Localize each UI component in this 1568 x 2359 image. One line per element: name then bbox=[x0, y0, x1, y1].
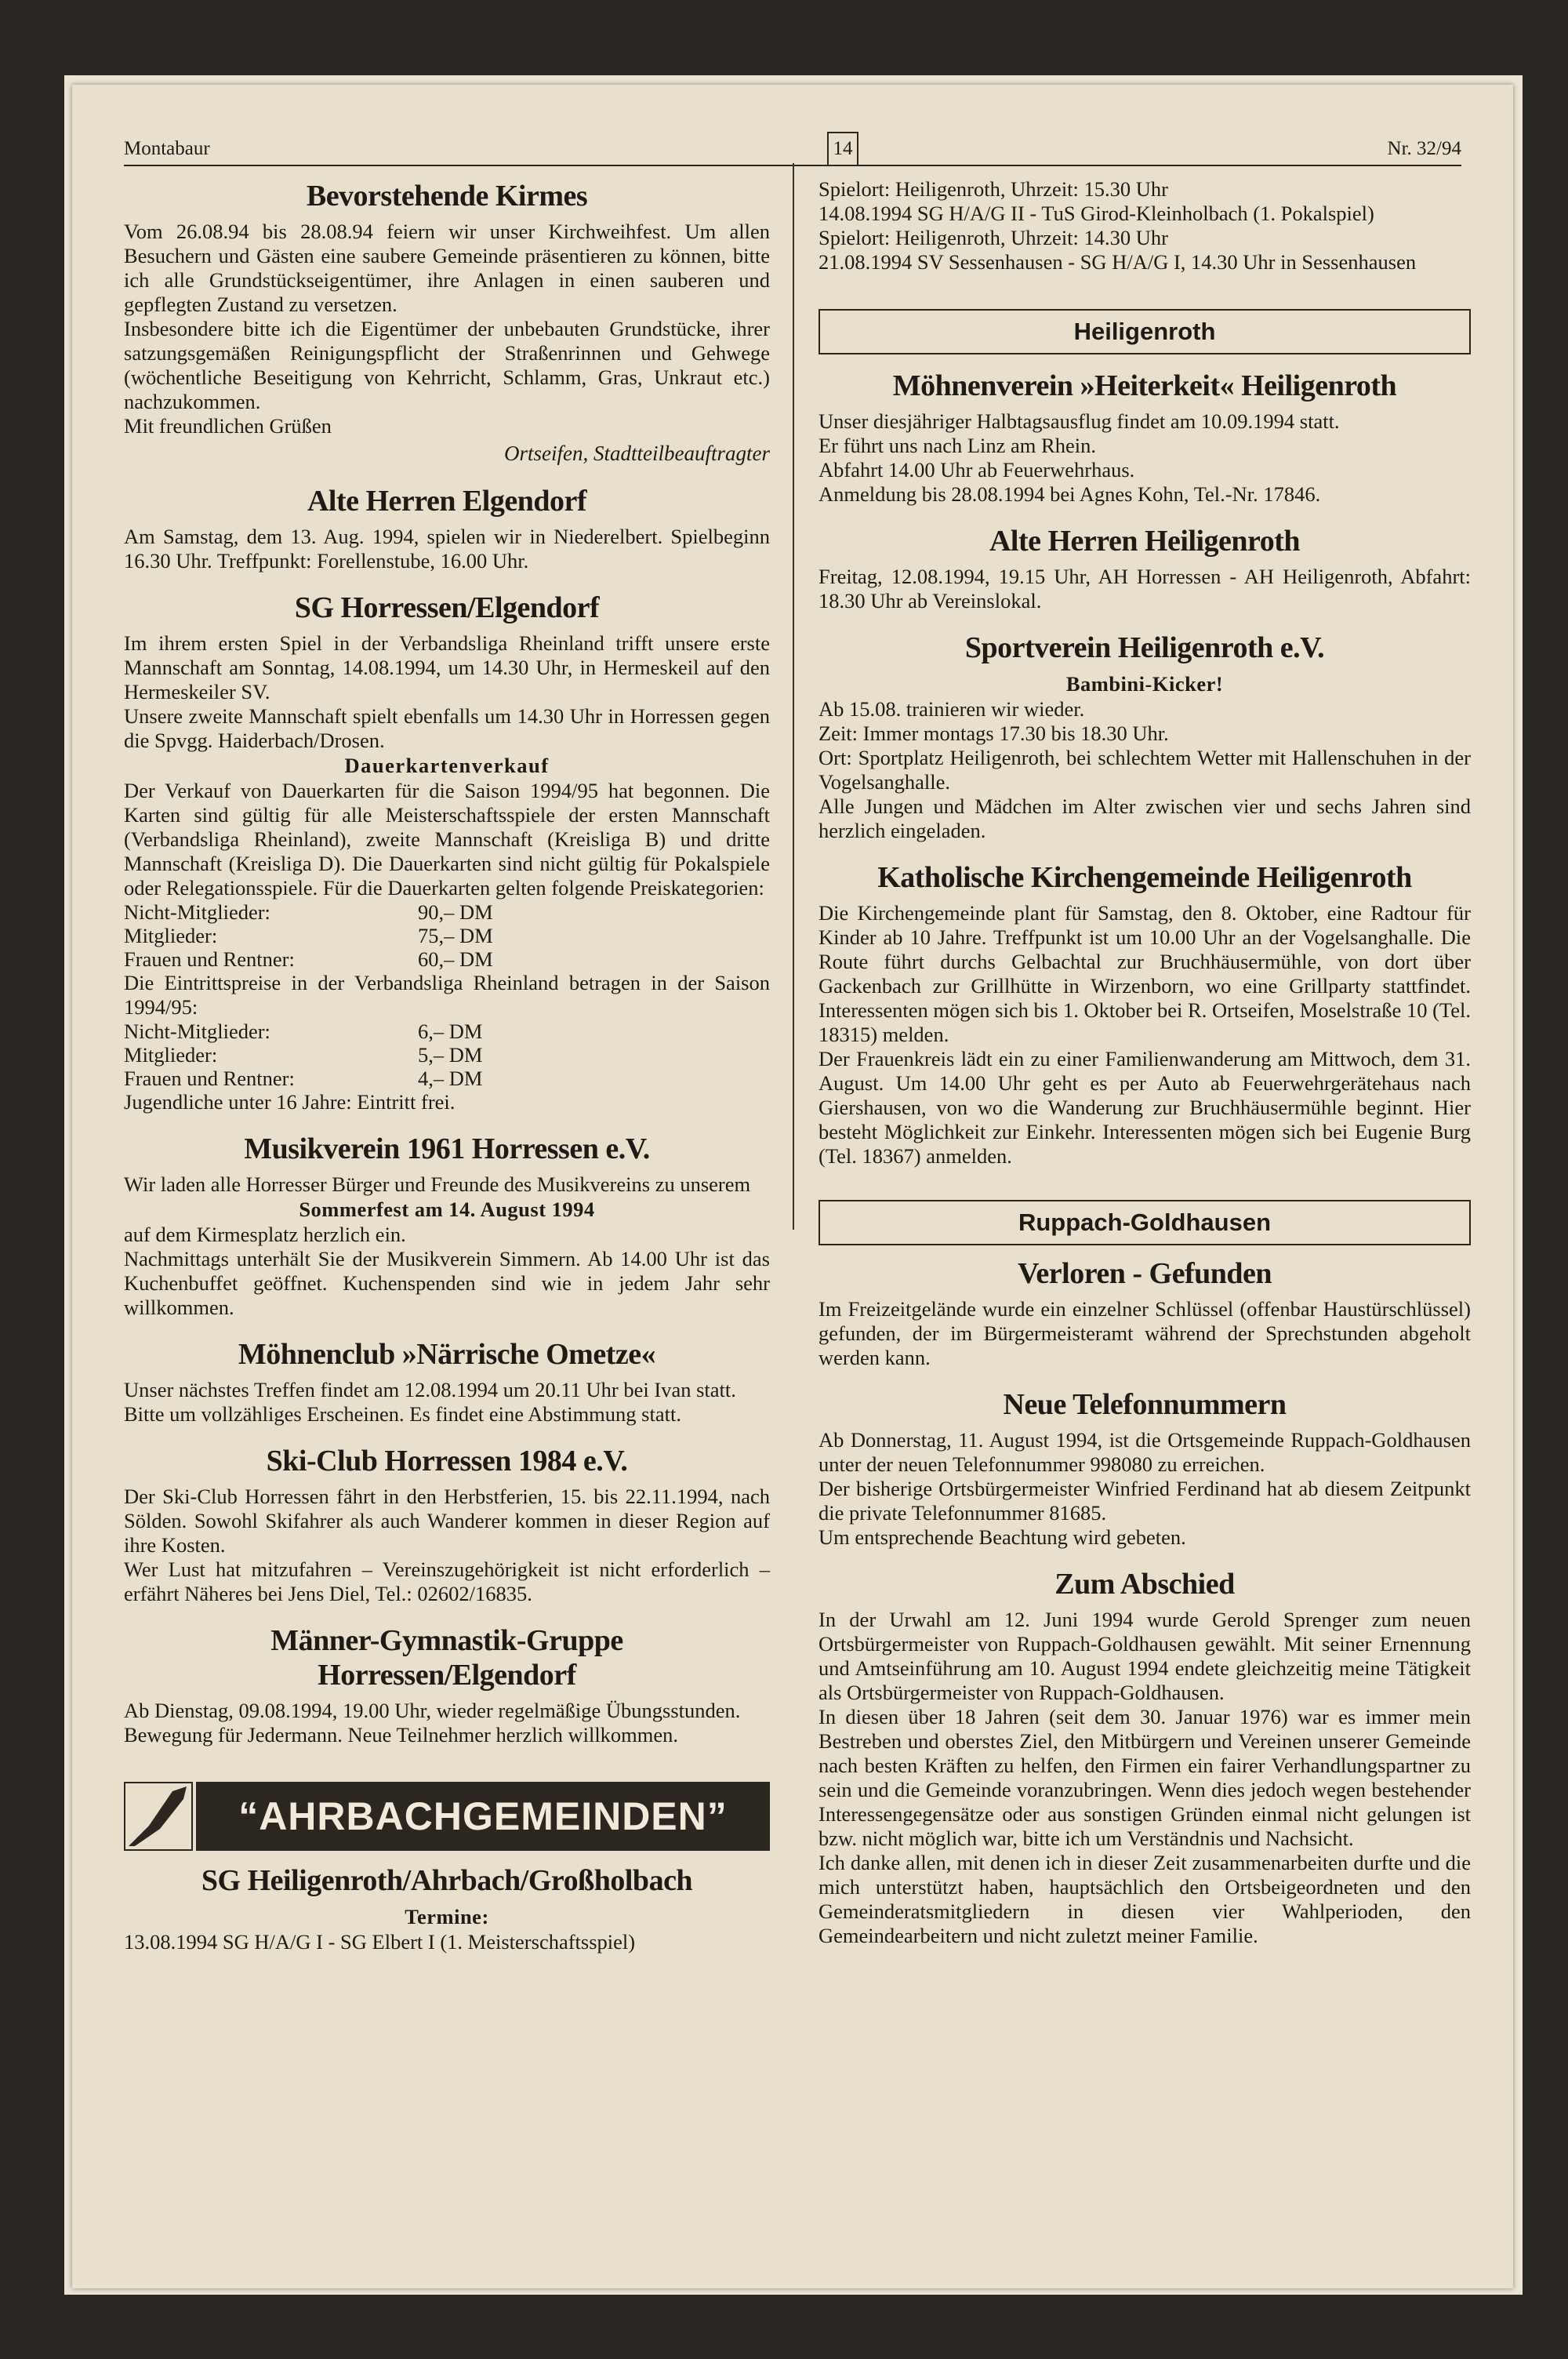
skiclub-text-1: Der Ski-Club Horressen fährt in den Herbstferien, 15. bis 22.11.1994, nach Sölden. Sowohl Skifahrer als auch Wanderer kommen in dieser Region auf ihre Kosten. bbox=[124, 1485, 770, 1557]
section-box-heiligenroth: Heiligenroth bbox=[818, 309, 1471, 354]
sg-title: SG Horressen/Elgendorf bbox=[294, 591, 600, 624]
verloren-title: Verloren - Gefunden bbox=[1017, 1257, 1272, 1290]
skiclub-text-2: Wer Lust hat mitzufahren – Vereinszugehörigkeit ist nicht erforderlich – erfährt Näheres bei Jens Diel, Tel.: 02602/16835. bbox=[124, 1558, 770, 1605]
abschied-title: Zum Abschied bbox=[1054, 1568, 1235, 1601]
left-column bbox=[124, 179, 770, 1954]
header-place: Montabaur bbox=[124, 138, 210, 159]
moehnenclub-text-1: Unser nächstes Treffen findet am 12.08.1994 um 20.11 Uhr bei Ivan statt. bbox=[124, 1378, 736, 1401]
moehnenverein-text-3: Abfahrt 14.00 Uhr ab Feuerwehrhaus. bbox=[818, 458, 1135, 482]
kath-text-1: Die Kirchengemeinde plant für Samstag, den 8. Oktober, eine Radtour für Kinder ab 10 Jahre. Treffpunkt ist um 10.00 Uhr an der Vogelsanghalle. Die Route führt durchs Gelbachtal zur Bruchhäusermühle, von dort über Gackenbach zur Grillhütte in Wirzenborn, wo eine Grillparty stattfindet. Interessenten mögen sich bis 1. Oktober bei R. Ortseifen, Moselstraße 10 (Tel. 18315) melden. bbox=[818, 901, 1471, 1046]
sgh-text-1: 13.08.1994 SG H/A/G I - SG Elbert I (1. Meisterschaftsspiel) bbox=[124, 1930, 636, 1954]
ahrbach-banner bbox=[124, 1782, 770, 1851]
musik-text-1: Wir laden alle Horresser Bürger und Freunde des Musikvereins zu unserem bbox=[124, 1172, 751, 1196]
gym-text-2: Bewegung für Jedermann. Neue Teilnehmer herzlich willkommen. bbox=[124, 1723, 679, 1747]
abschied-text-3: Ich danke allen, mit denen ich in dieser Zeit zusammenarbeiten durfte und die mich unterstützt haben, hauptsächlich den Ortsbeigeordneten und den Gemeinderatsmitgliedern in diesen vier Wahlperioden, den Gemeindearbeitern und nicht zuletzt meiner Familie. bbox=[818, 1851, 1471, 1947]
price-row: Mitglieder: 75,– DM bbox=[124, 924, 493, 947]
price-row: Nicht-Mitglieder: 6,– DM bbox=[124, 1020, 483, 1043]
kath-title: Katholische Kirchengemeinde Heiligenroth bbox=[877, 861, 1412, 894]
moehnenverein-text-1: Unser diesjähriger Halbtagsausflug findet am 10.09.1994 statt. bbox=[818, 409, 1340, 433]
price-row: Mitglieder: 5,– DM bbox=[124, 1043, 483, 1067]
sv-text-4: Alle Jungen und Mädchen im Alter zwischen vier und sechs Jahren sind herzlich eingeladen. bbox=[818, 794, 1471, 842]
sv-text-3: Ort: Sportplatz Heiligenroth, bei schlechtem Wetter mit Hallenschuhen in der Vogelsanghalle. bbox=[818, 746, 1471, 794]
price-row: Frauen und Rentner: 4,– DM bbox=[124, 1067, 483, 1090]
telefon-text-3: Um entsprechende Beachtung wird gebeten. bbox=[818, 1525, 1186, 1549]
sg-text-3: Der Verkauf von Dauerkarten für die Saison 1994/95 hat begonnen. Die Karten sind gültig für alle Meisterschaftsspiele der ersten Mannschaft (Verbandsliga Rheinland), zweite Mannschaft (Kreisliga B) und dritte Mannschaft (Kreisliga D). Die Dauerkarten sind nicht gültig für Pokalspiele oder Relegationsspiele. Für die Dauerkarten gelten folgende Preiskategorien: bbox=[124, 779, 770, 900]
musik-title: Musikverein 1961 Horressen e.V. bbox=[244, 1132, 650, 1165]
sgh-subheading: Termine: bbox=[405, 1905, 489, 1928]
sgh-cont-text-3: Spielort: Heiligenroth, Uhrzeit: 14.30 Uhr bbox=[818, 226, 1168, 249]
musik-text-2: auf dem Kirmesplatz herzlich ein. bbox=[124, 1223, 406, 1246]
moehnenclub-title: Möhnenclub »Närrische Ometze« bbox=[238, 1338, 656, 1371]
abschied-text-2: In diesen über 18 Jahren (seit dem 30. Januar 1976) war es immer mein Bestreben und oberstes Ziel, den Mitbürgern und Vereinen unserer Gemeinde nach besten Kräften zu helfen, den Firmen ein fairer Verhandlungspartner zu sein und die Gemeinde voranzubringen. Wenn dies jedoch wegen bestehender Interessengegensätze oder aus sonstigen Gründen einmal nicht gelungen ist bzw. nicht möglich war, bitte ich um Verständnis und Nachsicht. bbox=[818, 1705, 1471, 1850]
kirmes-text-3: Mit freundlichen Grüßen bbox=[124, 414, 332, 438]
right-column bbox=[818, 154, 1471, 1948]
column-divider bbox=[793, 163, 794, 1230]
alteherren-title: Alte Herren Elgendorf bbox=[307, 485, 587, 518]
sg-text-2: Unsere zweite Mannschaft spielt ebenfalls um 14.30 Uhr in Horressen gegen die Spvgg. Haiderbach/Drosen. bbox=[124, 704, 770, 752]
price-row: Nicht-Mitglieder: 90,– DM bbox=[124, 900, 493, 924]
telefon-title: Neue Telefonnummern bbox=[1003, 1388, 1287, 1421]
section-box-ruppach: Ruppach-Goldhausen bbox=[818, 1200, 1471, 1245]
ahrbach-banner-title: “AHRBACHGEMEINDEN” bbox=[196, 1782, 770, 1851]
newspaper-page bbox=[72, 85, 1513, 2288]
telefon-text-1: Ab Donnerstag, 11. August 1994, ist die Ortsgemeinde Ruppach-Goldhausen unter der neuen Telefonnummer 998080 zu erreichen. bbox=[818, 1428, 1471, 1476]
sgh-cont-text-2: 14.08.1994 SG H/A/G II - TuS Girod-Kleinholbach (1. Pokalspiel) bbox=[818, 202, 1374, 225]
moehnenverein-text-4: Anmeldung bis 28.08.1994 bei Agnes Kohn, Tel.-Nr. 17846. bbox=[818, 482, 1321, 506]
page-number: 14 bbox=[827, 132, 858, 166]
kirmes-signature: Ortseifen, Stadtteilbeauftragter bbox=[504, 442, 770, 465]
header-issue: Nr. 32/94 bbox=[1387, 138, 1461, 159]
moehnenverein-title: Möhnenverein »Heiterkeit« Heiligenroth bbox=[892, 369, 1397, 402]
musik-subheading: Sommerfest am 14. August 1994 bbox=[299, 1198, 595, 1221]
ah-heiligenroth-text: Freitag, 12.08.1994, 19.15 Uhr, AH Horressen - AH Heiligenroth, Abfahrt: 18.30 Uhr ab Vereinslokal. bbox=[818, 565, 1471, 612]
kirmes-text-2: Insbesondere bitte ich die Eigentümer der unbebauten Grundstücke, ihrer satzungsgemäßen Reinigungspflicht der Straßenrinnen und Gehwege (wöchentliche Beseitigung von Kehrricht, Schlamm, Gras, Unkraut etc.) nachzukommen. bbox=[124, 317, 770, 413]
sg-subheading: Dauerkartenverkauf bbox=[344, 754, 550, 777]
musik-text-3: Nachmittags unterhält Sie der Musikverein Simmern. Ab 14.00 Uhr ist das Kuchenbuffet geöffnet. Kuchenspenden sind wie in jedem Jahr sehr willkommen. bbox=[124, 1247, 770, 1319]
sgh-cont-text-1: Spielort: Heiligenroth, Uhrzeit: 15.30 Uhr bbox=[818, 177, 1168, 201]
sv-text-1: Ab 15.08. trainieren wir wieder. bbox=[818, 697, 1085, 721]
sg-text-4: Die Eintrittspreise in der Verbandsliga Rheinland betragen in der Saison 1994/95: bbox=[124, 971, 770, 1019]
quill-logo-icon bbox=[124, 1782, 193, 1851]
ah-heiligenroth-title: Alte Herren Heiligenroth bbox=[989, 525, 1301, 558]
sv-title: Sportverein Heiligenroth e.V. bbox=[964, 631, 1325, 664]
kath-text-2: Der Frauenkreis lädt ein zu einer Familienwanderung am Mittwoch, dem 31. August. Um 14.00 Uhr geht es per Auto ab Feuerwehrgerätehaus nach Giershausen, von wo die Wanderung zur Bruchhäusermühle beginnt. Hier besteht Möglichkeit zur Einkehr. Interessenten mögen sich bei Eugenie Burg (Tel. 18367) anmelden. bbox=[818, 1047, 1471, 1168]
gym-title-1: Männer-Gymnastik-Gruppe bbox=[270, 1624, 623, 1657]
verloren-text: Im Freizeitgelände wurde ein einzelner Schlüssel (offenbar Haustürschlüssel) gefunden, der im Bürgermeisteramt während der Sprechstunden abgeholt werden kann. bbox=[818, 1297, 1471, 1369]
moehnenclub-text-2: Bitte um vollzähliges Erscheinen. Es findet eine Abstimmung statt. bbox=[124, 1402, 681, 1426]
skiclub-title: Ski-Club Horressen 1984 e.V. bbox=[266, 1445, 628, 1478]
sg-text-1: Im ihrem ersten Spiel in der Verbandsliga Rheinland trifft unsere erste Mannschaft am Sonntag, 14.08.1994, um 14.30 Uhr, in Hermeskeil auf den Hermeskeiler SV. bbox=[124, 631, 770, 703]
kirmes-title: Bevorstehende Kirmes bbox=[306, 180, 588, 213]
abschied-text-1: In der Urwahl am 12. Juni 1994 wurde Gerold Sprenger zum neuen Ortsbürgermeister von Ruppach-Goldhausen gewählt. Mit seiner Ernennung und Amtseinführung am 10. August 1994 endete gleichzeitig meine Tätigkeit als Ortsbürgermeister von Ruppach-Goldhausen. bbox=[818, 1608, 1471, 1704]
kirmes-text-1: Vom 26.08.94 bis 28.08.94 feiern wir unser Kirchweihfest. Um allen Besuchern und Gästen eine saubere Gemeinde präsentieren zu können, bitte ich alle Grundstückseigentümer, ihre Anlagen in einen sauberen und gepflegten Zustand zu versetzen. bbox=[124, 220, 770, 316]
gym-text-1: Ab Dienstag, 09.08.1994, 19.00 Uhr, wieder regelmäßige Übungsstunden. bbox=[124, 1699, 741, 1722]
sv-subheading: Bambini-Kicker! bbox=[1065, 672, 1224, 696]
telefon-text-2: Der bisherige Ortsbürgermeister Winfried Ferdinand hat ab diesem Zeitpunkt die private Telefonnummer 81685. bbox=[818, 1477, 1471, 1525]
moehnenverein-text-2: Er führt uns nach Linz am Rhein. bbox=[818, 434, 1096, 457]
sv-text-2: Zeit: Immer montags 17.30 bis 18.30 Uhr. bbox=[818, 722, 1169, 745]
sgh-cont-text-4: 21.08.1994 SV Sessenhausen - SG H/A/G I, 14.30 Uhr in Sessenhausen bbox=[818, 250, 1417, 274]
alteherren-text: Am Samstag, dem 13. Aug. 1994, spielen wir in Niederelbert. Spielbeginn 16.30 Uhr. Treffpunkt: Forellenstube, 16.00 Uhr. bbox=[124, 525, 770, 572]
sg-text-5: Jugendliche unter 16 Jahre: Eintritt frei. bbox=[124, 1090, 456, 1114]
sgh-title: SG Heiligenroth/Ahrbach/Großholbach bbox=[201, 1864, 693, 1897]
gym-title-2: Horressen/Elgendorf bbox=[318, 1659, 576, 1692]
price-row: Frauen und Rentner: 60,– DM bbox=[124, 947, 493, 971]
